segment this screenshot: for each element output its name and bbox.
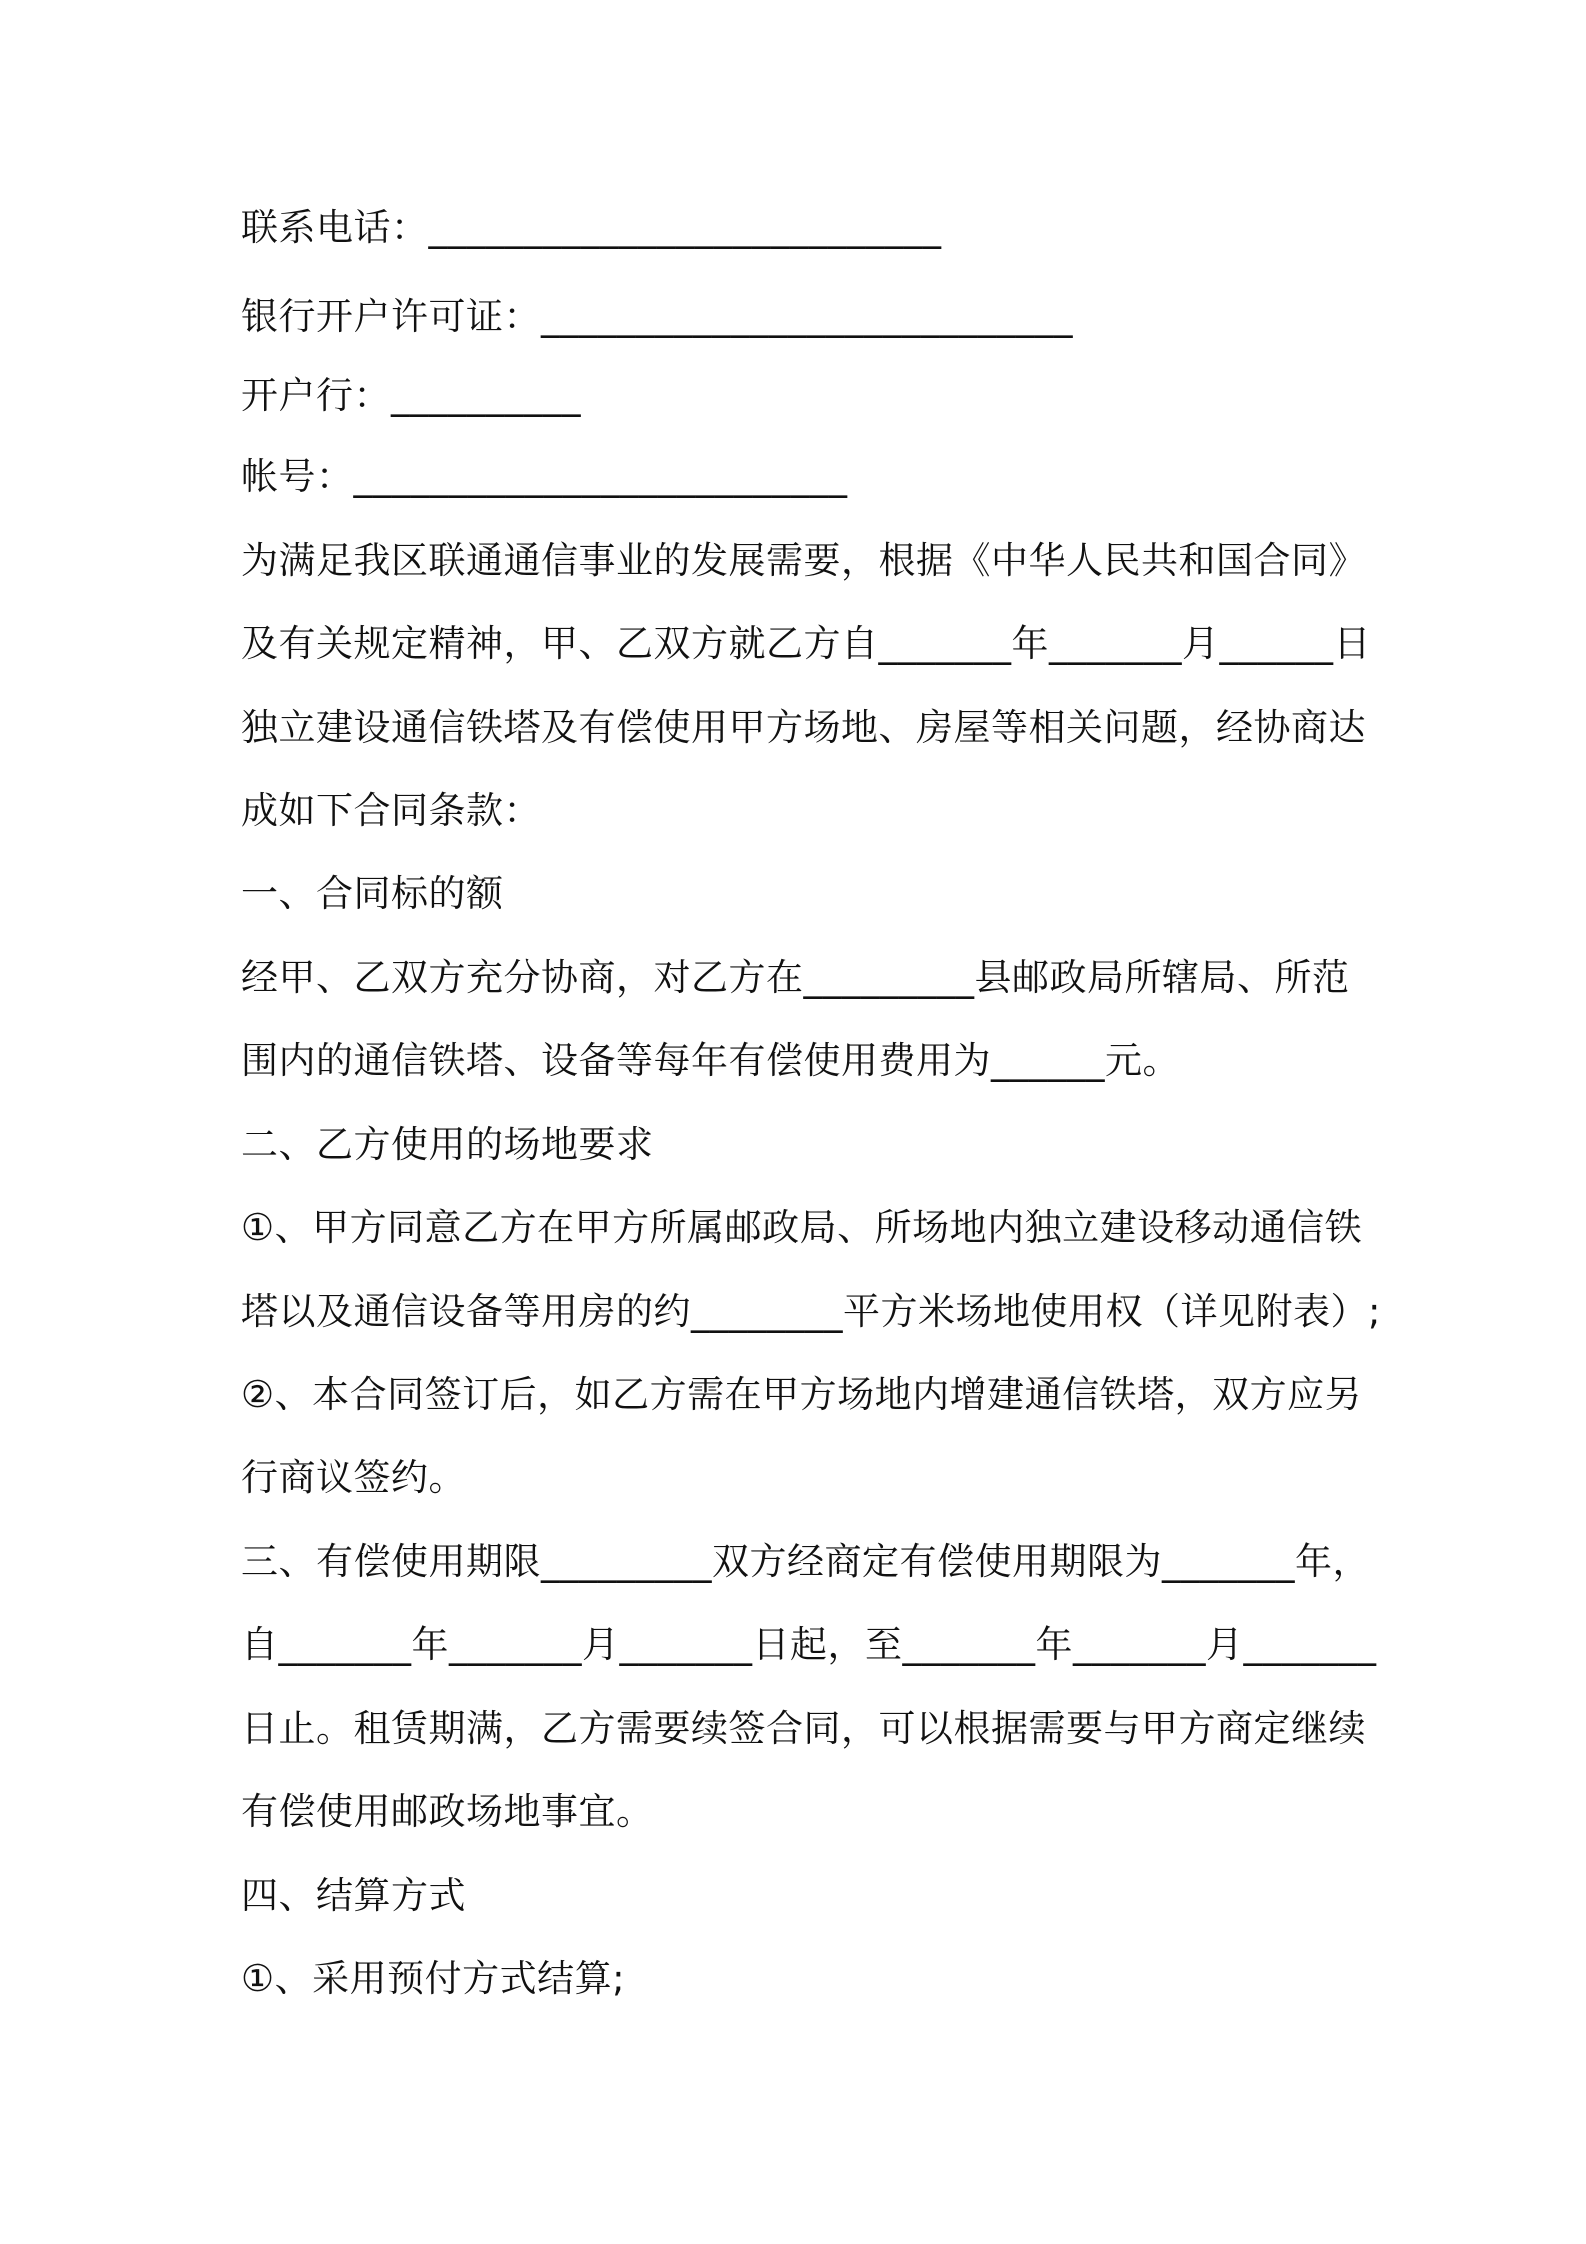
bank-line: 开户行：__________ — [241, 374, 581, 417]
paragraph-line: 有偿使用邮政场地事宜。 — [241, 1790, 654, 1833]
paragraph-line: 独立建设通信铁塔及有偿使用甲方场地、房屋等相关问题，经协商达 — [241, 706, 1366, 749]
paragraph-line: 成如下合同条款： — [241, 789, 541, 832]
account-line: 帐号：__________________________ — [241, 455, 848, 498]
paragraph-line: 自_______年_______月_______日起，至_______年_______月_______ — [241, 1623, 1377, 1666]
paragraph-line: 为满足我区联通通信事业的发展需要，根据《中华人民共和国合同》 — [241, 539, 1366, 582]
section-heading-3: 三、有偿使用期限_________双方经商定有偿使用期限为_______年， — [241, 1540, 1370, 1583]
paragraph-line: 及有关规定精神，甲、乙双方就乙方自_______年_______月______日 — [241, 622, 1371, 665]
paragraph-line: 日止。租赁期满，乙方需要续签合同，可以根据需要与甲方商定继续 — [241, 1707, 1366, 1750]
paragraph-line: 经甲、乙双方充分协商，对乙方在_________县邮政局所辖局、所范 — [241, 956, 1350, 999]
contact-phone-line: 联系电话：___________________________ — [241, 206, 942, 249]
section-heading-4: 四、结算方式 — [241, 1874, 466, 1917]
paragraph-line: 行商议签约。 — [241, 1456, 466, 1499]
bank-license-line: 银行开户许可证：____________________________ — [241, 295, 1073, 338]
paragraph-line: 围内的通信铁塔、设备等每年有偿使用费用为______元。 — [241, 1039, 1180, 1082]
section-heading-2: 二、乙方使用的场地要求 — [241, 1123, 654, 1166]
paragraph-line: 塔以及通信设备等用房的约________平方米场地使用权（详见附表）; — [241, 1290, 1381, 1333]
paragraph-line: ②、本合同签订后，如乙方需在甲方场地内增建通信铁塔，双方应另 — [241, 1373, 1363, 1416]
section-heading-1: 一、合同标的额 — [241, 872, 504, 915]
paragraph-line: ①、甲方同意乙方在甲方所属邮政局、所场地内独立建设移动通信铁 — [241, 1206, 1363, 1249]
paragraph-line: ①、采用预付方式结算; — [241, 1957, 626, 2000]
